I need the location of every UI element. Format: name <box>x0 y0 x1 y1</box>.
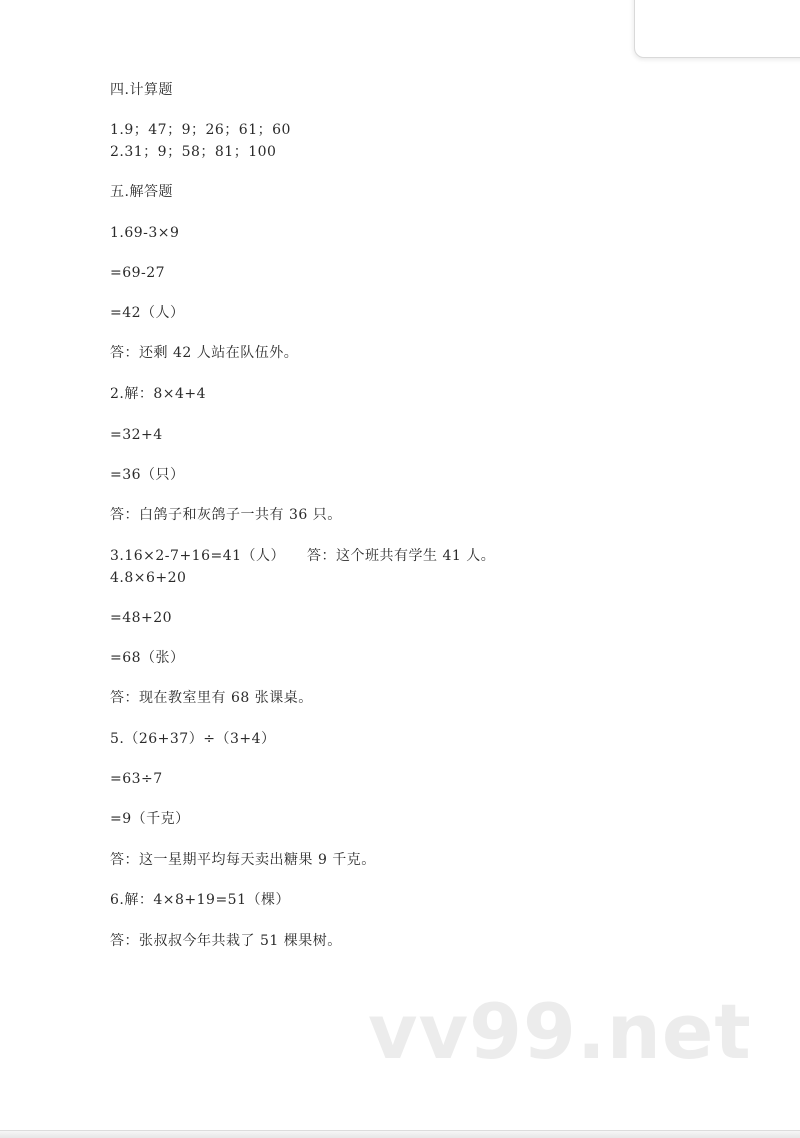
answer-line: 5.（26+37）÷（3+4） <box>110 731 276 747</box>
answer-line: 4.8×6+20 <box>110 570 187 586</box>
answer-line: 1.69-3×9 <box>110 225 180 241</box>
answer-line: 2.31；9；58；81；100 <box>110 144 277 160</box>
answer-line: =9（千克） <box>110 811 190 827</box>
answer-line: 2.解：8×4+4 <box>110 386 207 402</box>
corner-card <box>634 0 800 58</box>
answer-line: =42（人） <box>110 305 185 321</box>
answer-line: =48+20 <box>110 610 173 626</box>
answer-line: 6.解：4×8+19=51（棵） <box>110 892 290 908</box>
answer-line: 答：还剩 42 人站在队伍外。 <box>110 345 299 361</box>
answer-line: 答：白鸽子和灰鸽子一共有 36 只。 <box>110 507 342 523</box>
answer-line: =32+4 <box>110 427 163 443</box>
section-4-title: 四.计算题 <box>110 82 173 98</box>
answer-line: 1.9；47；9；26；61；60 <box>110 122 291 138</box>
answer-line: 答：张叔叔今年共栽了 51 棵果树。 <box>110 933 342 949</box>
answer-line: 答：这一星期平均每天卖出糖果 9 千克。 <box>110 852 376 868</box>
answer-line: =69-27 <box>110 265 166 281</box>
answer-line: 3.16×2-7+16=41（人） 答：这个班共有学生 41 人。 <box>110 548 496 564</box>
answer-line: =68（张） <box>110 650 185 666</box>
answer-line: =36（只） <box>110 467 185 483</box>
watermark: vv99.net <box>368 987 752 1076</box>
answer-line: =63÷7 <box>110 771 163 787</box>
answer-line: 答：现在教室里有 68 张课桌。 <box>110 690 313 706</box>
section-5-title: 五.解答题 <box>110 184 173 200</box>
